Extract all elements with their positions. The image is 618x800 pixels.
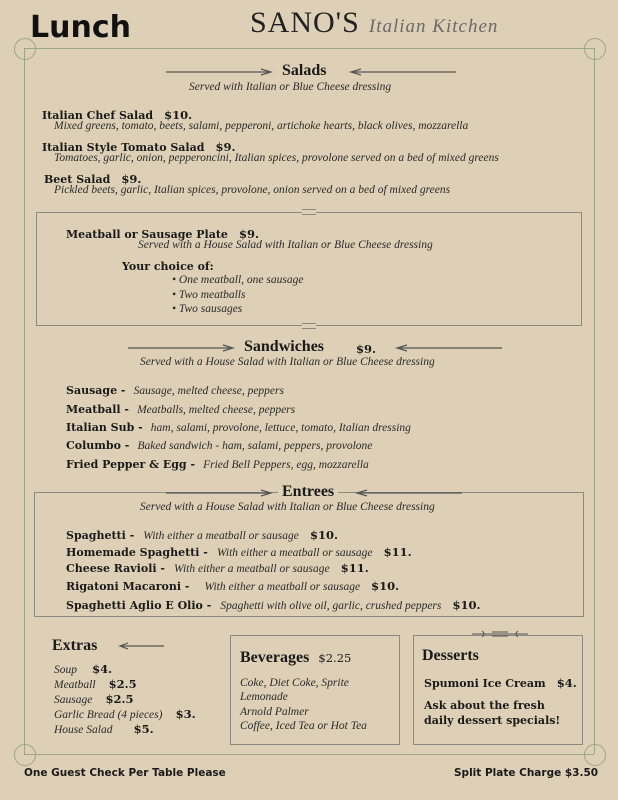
sandwich-name: Sausage - (66, 384, 126, 397)
sandwich-name: Italian Sub - (66, 421, 143, 434)
extras-price: $2.5 (105, 692, 134, 706)
frame-right (594, 48, 595, 754)
beverage-item: Arnold Palmer (240, 706, 309, 718)
extras-name: House Salad (54, 724, 113, 736)
beverage-item: Coke, Diet Coke, Sprite (240, 677, 349, 689)
salad-desc: Pickled beets, garlic, Italian spices, provolone, onion served on a bed of mixed greens (54, 184, 451, 196)
beverages-header (240, 647, 351, 667)
plate-choice-label: Your choice of: (122, 260, 214, 273)
frame-left (24, 48, 25, 754)
entree-item (66, 575, 399, 594)
flourish-right-icon (116, 642, 164, 650)
sandwich-name: Columbo - (66, 439, 130, 452)
sandwich-desc: Meatballs, melted cheese, peppers (137, 404, 296, 416)
extras-heading: Extras (52, 637, 98, 654)
entree-desc: With either a meatball or sausage (216, 547, 373, 559)
dessert-name: Spumoni Ice Cream (424, 677, 546, 690)
extras-price: $5. (133, 722, 154, 736)
flourish-left-icon (166, 489, 276, 497)
brand-tagline: Italian Kitchen (368, 16, 499, 37)
sandwich-desc: Fried Bell Peppers, egg, mozzarella (203, 459, 369, 471)
plate-price: $9. (239, 227, 260, 241)
sandwich-name: Meatball - (66, 403, 129, 416)
salad-price: $9. (121, 172, 142, 186)
sandwiches-price: $9. (356, 342, 377, 356)
entree-price: $10. (309, 528, 338, 542)
entree-desc: With either a meatball or sausage (204, 581, 361, 593)
entree-name: Homemade Spaghetti - (66, 546, 208, 559)
dessert-note: daily dessert specials! (424, 714, 561, 727)
extras-item (54, 718, 154, 737)
flourish-right-icon (392, 344, 502, 352)
frame-top (24, 48, 594, 49)
sandwich-desc: Baked sandwich - ham, salami, peppers, provolone (137, 440, 373, 452)
entree-price: $11. (383, 545, 412, 559)
entree-price: $11. (340, 561, 369, 575)
salad-desc: Mixed greens, tomato, beets, salami, pepperoni, artichoke hearts, black olives, mozzarella (54, 120, 469, 132)
sandwiches-subtitle: Served with a House Salad with Italian or Blue Cheese dressing (140, 356, 435, 368)
entree-item (66, 594, 481, 613)
entrees-subtitle: Served with a House Salad with Italian or Blue Cheese dressing (140, 501, 435, 513)
flourish-right-icon (346, 68, 456, 76)
salad-desc: Tomatoes, garlic, onion, pepperoncini, Italian spices, provolone served on a bed of mixed greens (54, 152, 499, 164)
salad-name: Italian Style Tomato Salad (42, 141, 205, 154)
page-title: Lunch (30, 10, 131, 45)
entrees-heading: Entrees (278, 483, 338, 501)
plate-choice: • Two sausages (172, 303, 243, 315)
extras-name: Garlic Bread (4 pieces) (54, 709, 163, 721)
extras-price: $2.5 (108, 677, 137, 691)
entree-name: Spaghetti - (66, 529, 135, 542)
sandwich-name: Fried Pepper & Egg - (66, 458, 196, 471)
footer-left: One Guest Check Per Table Please (24, 767, 226, 779)
sandwich-desc: ham, salami, provolone, lettuce, tomato, Italian dressing (150, 422, 411, 434)
entree-price: $10. (371, 579, 400, 593)
box-ornament-icon (302, 323, 316, 329)
entree-desc: With either a meatball or sausage (143, 530, 299, 542)
sandwiches-heading: Sandwiches (244, 338, 325, 355)
brand-logo (250, 6, 498, 40)
salad-price: $10. (164, 108, 193, 122)
sandwich-item (66, 434, 372, 453)
frame-bottom (24, 754, 594, 755)
box-ornament-icon (302, 209, 316, 215)
entree-price: $10. (452, 598, 481, 612)
extras-name: Soup (54, 664, 77, 676)
salad-name: Beet Salad (44, 173, 111, 186)
salad-name: Italian Chef Salad (42, 109, 154, 122)
plate-choice: • Two meatballs (172, 289, 246, 301)
brand-name: SANO'S (250, 6, 360, 39)
flourish-left-icon (128, 344, 238, 352)
corner-ornament-br (584, 744, 606, 766)
corner-ornament-bl (14, 744, 36, 766)
sandwich-item (66, 379, 284, 398)
salads-subtitle: Served with Italian or Blue Cheese dressing (189, 81, 392, 93)
desserts-heading: Desserts (422, 647, 479, 664)
entree-desc: Spaghetti with olive oil, garlic, crushed peppers (220, 600, 442, 612)
plate-subtitle: Served with a House Salad with Italian or Blue Cheese dressing (138, 239, 433, 251)
plate-choice: • One meatball, one sausage (172, 274, 304, 286)
sandwich-item (66, 398, 295, 417)
flourish-right-icon (352, 489, 462, 497)
beverage-item: Lemonade (240, 691, 288, 703)
entree-name: Spaghetti Aglio E Olio - (66, 599, 212, 612)
dessert-price: $4. (556, 676, 577, 690)
footer-right: Split Plate Charge $3.50 (454, 767, 599, 779)
dessert-note: Ask about the fresh (424, 699, 545, 712)
salads-heading: Salads (282, 62, 327, 79)
beverage-item: Coffee, Iced Tea or Hot Tea (240, 720, 367, 732)
beverages-price: $2.25 (318, 651, 352, 665)
sandwich-item (66, 416, 411, 435)
beverages-heading: Beverages (240, 649, 310, 666)
corner-ornament-tr (584, 38, 606, 60)
dessert-item (424, 672, 577, 691)
sandwich-desc: Sausage, melted cheese, peppers (133, 385, 284, 397)
extras-price: $4. (92, 662, 113, 676)
plate-name: Meatball or Sausage Plate (66, 228, 228, 241)
salad-price: $9. (215, 140, 236, 154)
entree-name: Rigatoni Macaroni - (66, 580, 190, 593)
flourish-left-icon (166, 68, 276, 76)
entree-item (66, 557, 369, 576)
entree-desc: With either a meatball or sausage (174, 563, 330, 575)
ornament-icon (470, 629, 530, 639)
entree-name: Cheese Ravioli - (66, 562, 165, 575)
sandwich-item (66, 453, 369, 472)
extras-price: $3. (175, 707, 196, 721)
extras-name: Sausage (54, 694, 93, 706)
extras-name: Meatball (54, 679, 96, 691)
